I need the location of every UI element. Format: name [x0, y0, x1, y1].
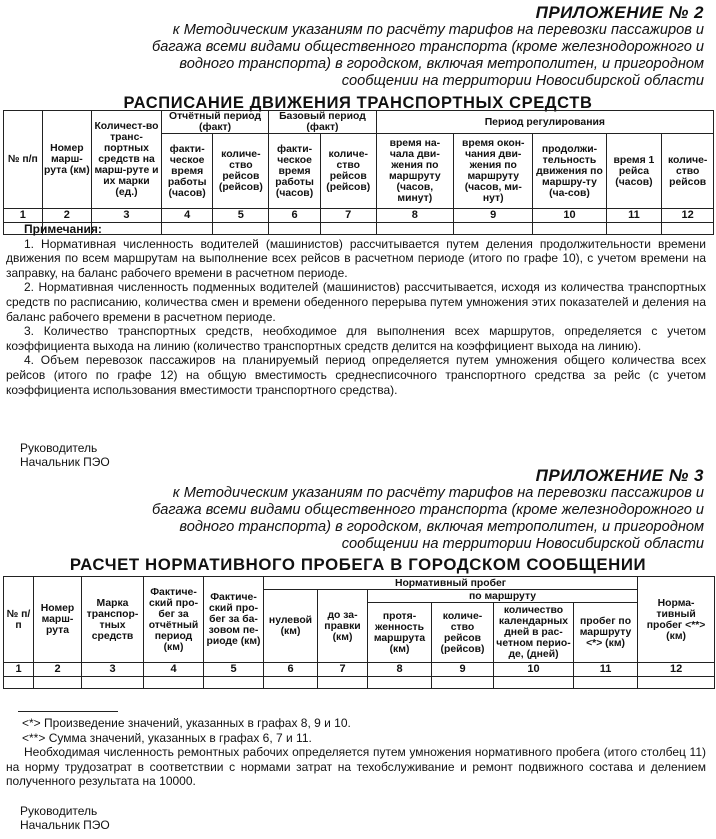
column-number: 8 [376, 209, 453, 223]
repair-workers-note: Необходимая численность ремонтных рабочих определяется путем умножения нормативного пробега (итого столбец 11) на норму трудозатрат в соответствии с нормами затрат на техобслуживание и ремонт подвижного состава и делением полученного результата на 10000. [6, 745, 706, 789]
column-number: 6 [264, 663, 318, 677]
col-header-end-time: время окон-чания дви-жения по маршруту (часов, ми-нут) [454, 134, 533, 209]
schedule-table [3, 110, 714, 235]
subtitle-line: водного транспорта) в городском, включая метрополитен, и пригородном [179, 56, 704, 72]
col-header-vehicles: Количест-во транс-портных средств на марш-руте и их марки (ед.) [92, 111, 162, 209]
column-number: 10 [533, 209, 606, 223]
note-item: 1. Нормативная численность водителей (машинистов) рассчитывается путем деления продолжительности времени движения по всем маршрутам на выполнение всех рейсов в расчетном периоде (итого по графе 10), с учетом времени на заправку, на баланс рабочего времени в расчетном периоде. [6, 236, 706, 280]
col-header-refuel: до за-правки (км) [318, 590, 368, 663]
column-number: 6 [269, 209, 321, 223]
signature-block [0, 441, 110, 469]
appendix-3-subtitle [0, 485, 716, 553]
column-number: 4 [161, 209, 213, 223]
column-number: 3 [92, 209, 162, 223]
signature-head: Руководитель [20, 441, 98, 455]
column-number: 5 [204, 663, 264, 677]
col-header-route-no: Номер марш-рута [34, 577, 82, 663]
column-number: 2 [34, 663, 82, 677]
column-number: 9 [454, 209, 533, 223]
appendix-3-heading: ПРИЛОЖЕНИЕ № 3 [535, 466, 704, 485]
col-header-trips-count: количе-ство рейсов [662, 134, 714, 209]
col-header-trip-time: время 1 рейса (часов) [606, 134, 662, 209]
subtitle-line: к Методическим указаниям по расчёту тарифов на перевозки пассажиров и [172, 485, 704, 501]
subtitle-line: к Методическим указаниям по расчёту тарифов на перевозки пассажиров и [172, 22, 704, 38]
mileage-table-title: РАСЧЕТ НОРМАТИВНОГО ПРОБЕГА В ГОРОДСКОМ СООБЩЕНИИ [69, 555, 647, 574]
signature-economist: Начальник ПЭО [20, 818, 110, 832]
col-header-brand: Марка транспор-тных средств [82, 577, 144, 663]
column-number: 8 [368, 663, 432, 677]
column-number: 10 [494, 663, 574, 677]
column-number-row [4, 209, 714, 223]
col-header-n: № п/п [4, 111, 43, 209]
col-header-reported: Отчётный период (факт) [161, 111, 268, 134]
col-header-n: № п/п [4, 577, 34, 663]
col-header-norm-total: Норма-тивный пробег <**> (км) [638, 577, 715, 663]
subtitle-line: багажа всеми видами общественного транспорта (кроме железнодорожного и [152, 502, 704, 518]
subtitle-line: сообщении на территории Новосибирской области [341, 73, 704, 89]
subtitle-line: багажа всеми видами общественного транспорта (кроме железнодорожного и [152, 39, 704, 55]
note-item: 3. Количество транспортных средств, необходимое для выполнения всех маршрутов, определяется с учетом коэффициента выхода на линию (количество транспортных средств делится на коэффициент выхода на линию). [6, 324, 706, 353]
col-header-start-time: время на-чала дви-жения по маршруту (часов, минут) [376, 134, 453, 209]
col-header-days: количество календарных дней в рас-четном перио-де, (дней) [494, 603, 574, 663]
col-header-regulated: Период регулирования [376, 111, 713, 134]
col-header-route-no: Номер марш-рута (км) [42, 111, 91, 209]
footnote: <*> Произведение значений, указанных в графах 8, 9 и 10. [22, 716, 351, 730]
column-number: 11 [574, 663, 638, 677]
column-number-row [4, 663, 715, 677]
column-number: 12 [638, 663, 715, 677]
col-header-trips: количе-ство рейсов (рейсов) [320, 134, 376, 209]
signature-economist: Начальник ПЭО [20, 455, 110, 469]
col-header-route-mileage: пробег по маршруту <*> (км) [574, 603, 638, 663]
col-header-actual-time: факти-ческое время работы (часов) [161, 134, 213, 209]
col-header-fact-base: Фактиче-ский про-бег за ба-зовом пе-риоде (км) [204, 577, 264, 663]
footnote-divider [18, 711, 118, 712]
schedule-table-title: РАСПИСАНИЕ ДВИЖЕНИЯ ТРАНСПОРТНЫХ СРЕДСТВ [123, 94, 593, 112]
col-header-duration: продолжи-тельность движения по маршру-ту (ча-сов) [533, 134, 606, 209]
mileage-table [3, 576, 715, 689]
column-number: 1 [4, 209, 43, 223]
column-number: 9 [432, 663, 494, 677]
appendix-2-heading: ПРИЛОЖЕНИЕ № 2 [535, 3, 704, 22]
signature-block [0, 804, 110, 832]
signature-head: Руководитель [20, 804, 98, 818]
column-number: 7 [320, 209, 376, 223]
column-number: 11 [606, 209, 662, 223]
col-header-length: протя-женность маршрута (км) [368, 603, 432, 663]
table-row [4, 677, 715, 689]
column-number: 12 [662, 209, 714, 223]
col-header-base: Базовый период (факт) [269, 111, 376, 134]
notes-title: Примечания [24, 222, 98, 236]
column-number: 3 [82, 663, 144, 677]
column-number: 2 [42, 209, 91, 223]
col-header-norm-mileage: Нормативный пробег [264, 577, 638, 590]
notes-section: Примечания: 1. Нормативная численность водителей (машинистов) рассчитывается путем деления продолжительности времени движения по всем маршрутам на выполнение всех рейсов в расчетном периоде (итого по графе 10), с учетом времени на заправку, на баланс рабочего времени в расчетном периоде. 2. Нормативная численность подменных водителей (машинистов) рассчитывается, исходя из количества транспортных средств по расписанию, количества смен и времени обеденного перерыва путем умножения этих показателей и деления на баланс рабочего времени в расчетном периоде. 3. Количество транспортных средств, необходимое для выполнения всех маршрутов, определяется с учетом коэффициента выхода на линию (количество транспортных средств делится на коэффициент выхода на линию). 4. Объем перевозок пассажиров на планируемый период определяется путем умножения общего количества всех рейсов (итого по графе 12) на общую вместимость среднесписочного транспортного средства за рейс (с учетом коэффициента использования вместимости транспортного средства). [6, 222, 706, 397]
col-header-actual-time: факти-ческое время работы (часов) [269, 134, 321, 209]
column-number: 4 [144, 663, 204, 677]
appendix-2-subtitle [0, 22, 716, 90]
note-item: 2. Нормативная численность подменных водителей (машинистов) рассчитывается, исходя из количества транспортных средств по расписанию, количества смен и времени обеденного перерыва путем умножения этих показателей и деления на баланс рабочего времени в расчетном периоде. [6, 280, 706, 324]
subtitle-line: сообщении на территории Новосибирской области [341, 536, 704, 552]
column-number: 7 [318, 663, 368, 677]
column-number: 1 [4, 663, 34, 677]
col-header-fact-reported: Фактиче-ский про-бег за отчётный период (км) [144, 577, 204, 663]
footnote: <**> Сумма значений, указанных в графах 6, 7 и 11. [22, 730, 312, 745]
col-header-trips: количе-ство рейсов (рейсов) [213, 134, 269, 209]
col-header-by-route: по маршруту [368, 590, 638, 603]
col-header-zero: нулевой (км) [264, 590, 318, 663]
note-item: 4. Объем перевозок пассажиров на планируемый период определяется путем умножения общего количества всех рейсов (итого по графе 12) на общую вместимость среднесписочного транспортного средства за рейс (с учетом коэффициента использования вместимости транспортного средства). [6, 353, 706, 397]
footnotes-section [6, 716, 706, 789]
col-header-trips: количе-ство рейсов (рейсов) [432, 603, 494, 663]
column-number: 5 [213, 209, 269, 223]
subtitle-line: водного транспорта) в городском, включая метрополитен, и пригородном [179, 519, 704, 535]
